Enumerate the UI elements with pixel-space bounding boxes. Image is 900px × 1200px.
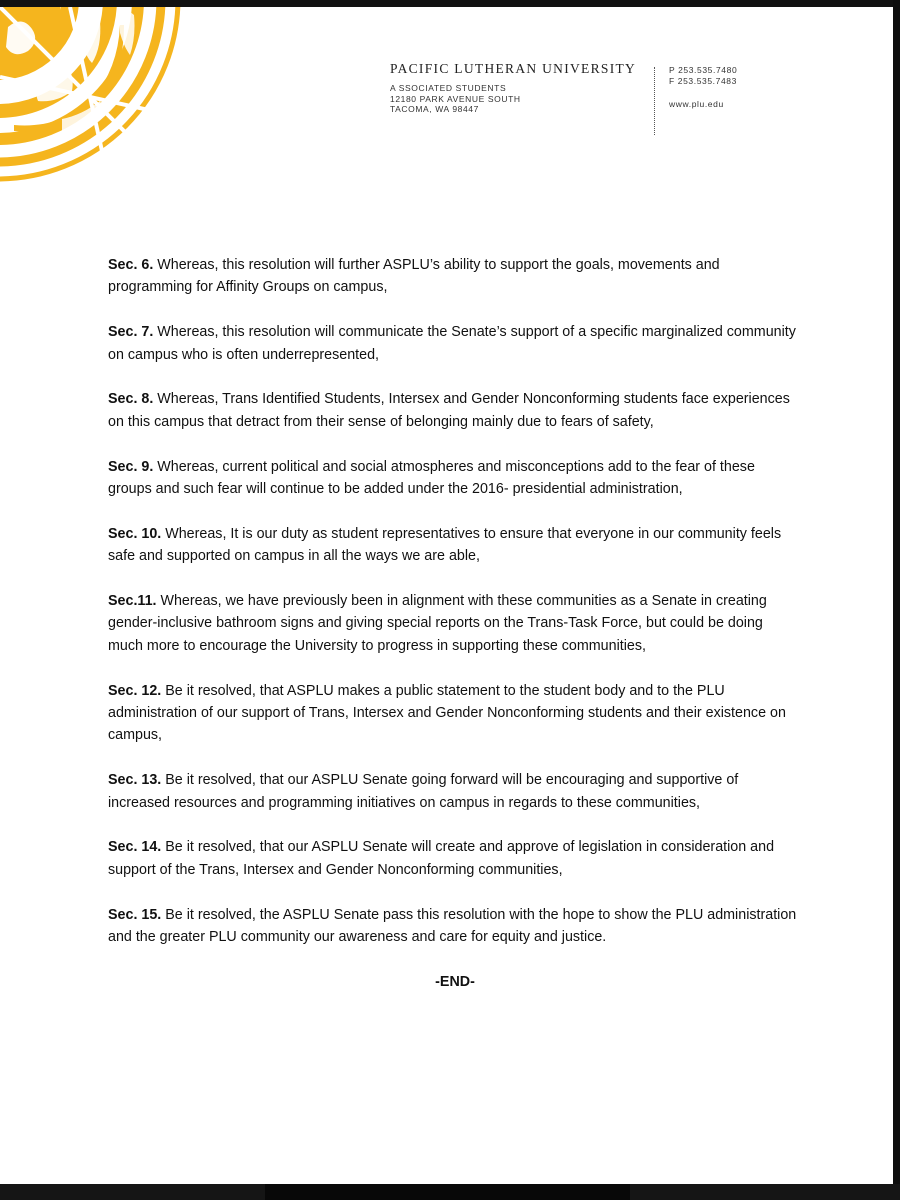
plu-rose-window-logo xyxy=(0,7,200,192)
section-label: Sec. 14. xyxy=(108,839,162,856)
section-label: Sec. 8. xyxy=(108,391,154,408)
section-text: Whereas, this resolution will communicate the Senate’s support of a specific marginalized community on campus who is often underrepresented, xyxy=(108,324,796,363)
department-name: A SSOCIATED STUDENTS xyxy=(390,83,507,93)
section-text: Whereas, this resolution will further ASPLU’s ability to support the goals, movements and programming for Affinity Groups on campus, xyxy=(108,257,720,296)
letterhead-contact-block xyxy=(669,65,737,110)
letterhead-address-block xyxy=(390,61,640,115)
section-label: Sec.11. xyxy=(108,593,157,610)
city-address: TACOMA, WA 98447 xyxy=(390,104,479,114)
section-text: Be it resolved, the ASPLU Senate pass this resolution with the hope to show the PLU administration and the greater PLU community our awareness and care for equity and justice. xyxy=(108,906,797,946)
section-label: Sec. 6. xyxy=(108,257,154,273)
section-text: Be it resolved, that our ASPLU Senate going forward will be encouraging and supportive of increased resources and programming initiatives on campus in regards to these communities, xyxy=(108,772,739,811)
end-marker: -END- xyxy=(435,973,475,990)
section-paragraph xyxy=(108,904,798,949)
section-paragraph xyxy=(108,590,798,657)
section-label: Sec. 13. xyxy=(108,772,162,789)
section-paragraph xyxy=(108,523,798,568)
section-text: Be it resolved, that ASPLU makes a public statement to the student body and to the PLU administration of our support of Trans, Intersex and Gender Nonconforming students and their existence on campus, xyxy=(108,682,786,744)
section-paragraph xyxy=(108,254,798,299)
section-label: Sec. 10. xyxy=(108,525,162,542)
screen-bottom-bar xyxy=(0,1184,900,1200)
section-text: Whereas, current political and social atmospheres and misconceptions add to the fear of these groups and such fear will continue to be added under the 2016- presidential administration, xyxy=(108,458,755,498)
section-paragraph xyxy=(108,769,798,814)
section-text: Whereas, Trans Identified Students, Intersex and Gender Nonconforming students face experiences on this campus that detract from their sense of belonging mainly due to fears of safety, xyxy=(108,391,790,430)
screen-top-border xyxy=(0,0,900,7)
section-paragraph xyxy=(108,321,798,366)
street-address: 12180 PARK AVENUE SOUTH xyxy=(390,93,521,104)
section-text: Be it resolved, that our ASPLU Senate will create and approve of legislation in consideration and support of the Trans, Intersex and Gender Nonconforming communities, xyxy=(108,839,775,878)
screen-bottom-dark-segment xyxy=(265,1184,630,1200)
phone-number: P 253.535.7480 xyxy=(669,65,738,75)
screen-right-border xyxy=(893,0,900,1200)
letterhead-divider xyxy=(654,67,655,135)
section-label: Sec. 12. xyxy=(108,682,162,699)
section-paragraph xyxy=(108,388,798,433)
section-label: Sec. 9. xyxy=(108,458,154,475)
section-paragraph xyxy=(108,836,798,881)
fax-number: F 253.535.7483 xyxy=(669,75,737,86)
section-text: Whereas, It is our duty as student representatives to ensure that everyone in our community feels safe and supported on campus in all the ways we are able, xyxy=(108,525,782,565)
section-text: Whereas, we have previously been in alignment with these communities as a Senate in creating gender-inclusive bathroom signs and giving special reports on the Trans-Task Force, but could be doing much more to encourage the University to progress in supporting these communities, xyxy=(108,593,767,654)
section-paragraph xyxy=(108,680,798,747)
document-page xyxy=(0,7,893,1184)
university-name: PACIFIC LUTHERAN UNIVERSITY xyxy=(390,61,637,76)
section-paragraph xyxy=(108,456,798,501)
section-label: Sec. 15. xyxy=(108,906,162,923)
website: www.plu.edu xyxy=(669,99,724,109)
section-label: Sec. 7. xyxy=(108,324,154,341)
resolution-body xyxy=(108,254,798,993)
